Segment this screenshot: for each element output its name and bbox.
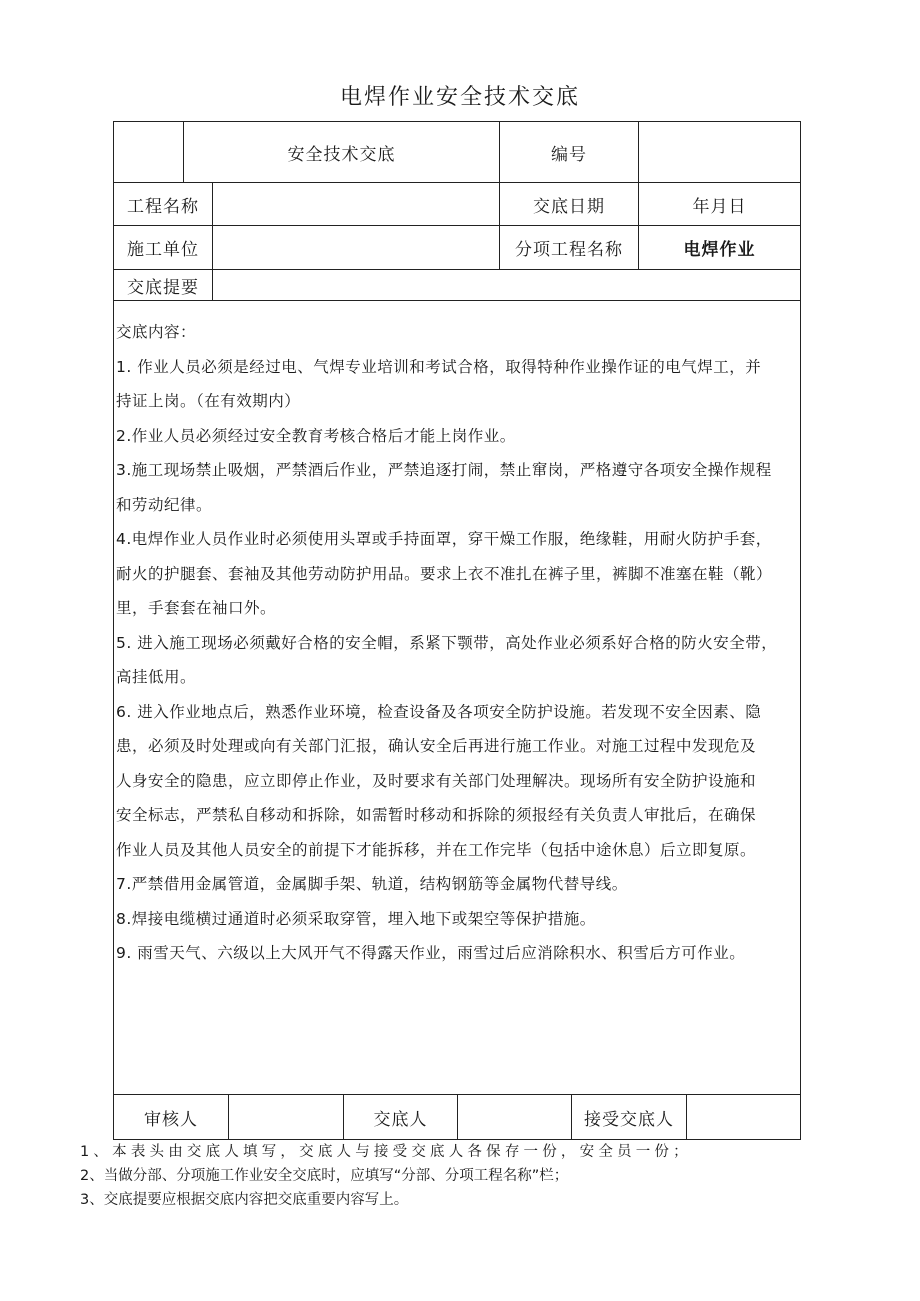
discloser-value[interactable] — [458, 1095, 572, 1140]
content-line: 作业人员及其他人员安全的前提下才能拆移，并在工作完毕（包括中途休息）后立即复原。 — [116, 840, 757, 859]
content-line: 患，必须及时处理或向有关部门汇报，确认安全后再进行施工作业。对施工过程中发现危及 — [116, 737, 757, 755]
corner-cell — [114, 122, 184, 183]
signature-table — [113, 1094, 801, 1140]
content-line: 2.作业人员必须经过安全教育考核合格后才能上岗作业。 — [116, 426, 516, 445]
document-title: 电焊作业安全技术交底 — [339, 85, 580, 110]
content-line: 和劳动纪律。 — [116, 495, 213, 514]
content-line: 高挂低用。 — [116, 668, 197, 686]
content-line: 持证上岗。（在有效期内） — [116, 392, 301, 410]
project-name-value[interactable] — [213, 183, 500, 226]
content-line: 里，手套套在袖口外。 — [116, 599, 277, 617]
receiver-label: 接受交底人 — [572, 1095, 687, 1140]
footnotes — [80, 1140, 840, 1212]
disclosure-form — [113, 121, 801, 1095]
content-line: 4.电焊作业人员作业时必须使用头罩或手持面罩，穿干燥工作服，绝缘鞋，用耐火防护手套， — [116, 530, 772, 548]
content-line: 5. 进入施工现场必须戴好合格的安全帽，系紧下颚带，高处作业必须系好合格的防火安全带， — [116, 633, 778, 652]
content-line: 3.施工现场禁止吸烟，严禁酒后作业，严禁追逐打闹，禁止窜岗，严格遵守各项安全操作规程 — [116, 461, 772, 479]
content-line: 耐火的护腿套、套袖及其他劳动防护用品。要求上衣不准扎在裤子里，裤脚不准塞在鞋（靴） — [116, 564, 773, 583]
number-value[interactable] — [639, 122, 801, 183]
footnote-item: 2、当做分部、分项施工作业安全交底时，应填写“分部、分项工程名称”栏； — [80, 1168, 569, 1184]
summary-value[interactable] — [213, 270, 801, 301]
content-line: 1. 作业人员必须是经过电、气焊专业培训和考试合格，取得特种作业操作证的电气焊工，并 — [116, 357, 762, 376]
form-title: 安全技术交底 — [184, 122, 500, 183]
content-line: 7.严禁借用金属管道，金属脚手架、轨道，结构钢筋等金属物代替导线。 — [116, 875, 628, 893]
discloser-label: 交底人 — [344, 1095, 458, 1140]
unit-label: 施工单位 — [114, 226, 213, 270]
content-heading: 交底内容： — [116, 323, 197, 341]
content-line: 6. 进入作业地点后，熟悉作业环境，检查设备及各项安全防护设施。若发现不安全因素、隐 — [116, 702, 762, 721]
content-line: 8.焊接电缆横过通道时必须采取穿管，埋入地下或架空等保护措施。 — [116, 909, 596, 928]
content-line: 人身安全的隐患，应立即停止作业，及时要求有关部门处理解决。现场所有安全防护设施和 — [116, 771, 757, 790]
reviewer-value[interactable] — [229, 1095, 344, 1140]
subproject-label: 分项工程名称 — [500, 226, 639, 270]
content-line: 安全标志，严禁私自移动和拆除，如需暂时移动和拆除的须报经有关负责人审批后，在确保 — [116, 806, 757, 824]
footnote-item: 3、交底提要应根据交底内容把交底重要内容写上。 — [80, 1192, 409, 1208]
summary-label: 交底提要 — [114, 270, 213, 301]
number-label: 编号 — [500, 122, 639, 183]
receiver-value[interactable] — [687, 1095, 801, 1140]
date-label: 交底日期 — [500, 183, 639, 226]
content-cell — [114, 301, 801, 1095]
date-value[interactable]: 年月日 — [639, 183, 801, 226]
reviewer-label: 审核人 — [114, 1095, 229, 1140]
unit-value[interactable] — [213, 226, 500, 270]
subproject-value[interactable]: 电焊作业 — [639, 226, 801, 270]
project-name-label: 工程名称 — [114, 183, 213, 226]
content-line: 9. 雨雪天气、六级以上大风开气不得露天作业，雨雪过后应消除积水、积雪后方可作业。 — [116, 944, 746, 962]
footnote-item: 1、本表头由交底人填写，交底人与接受交底人各保存一份，安全员一份； — [80, 1144, 692, 1160]
